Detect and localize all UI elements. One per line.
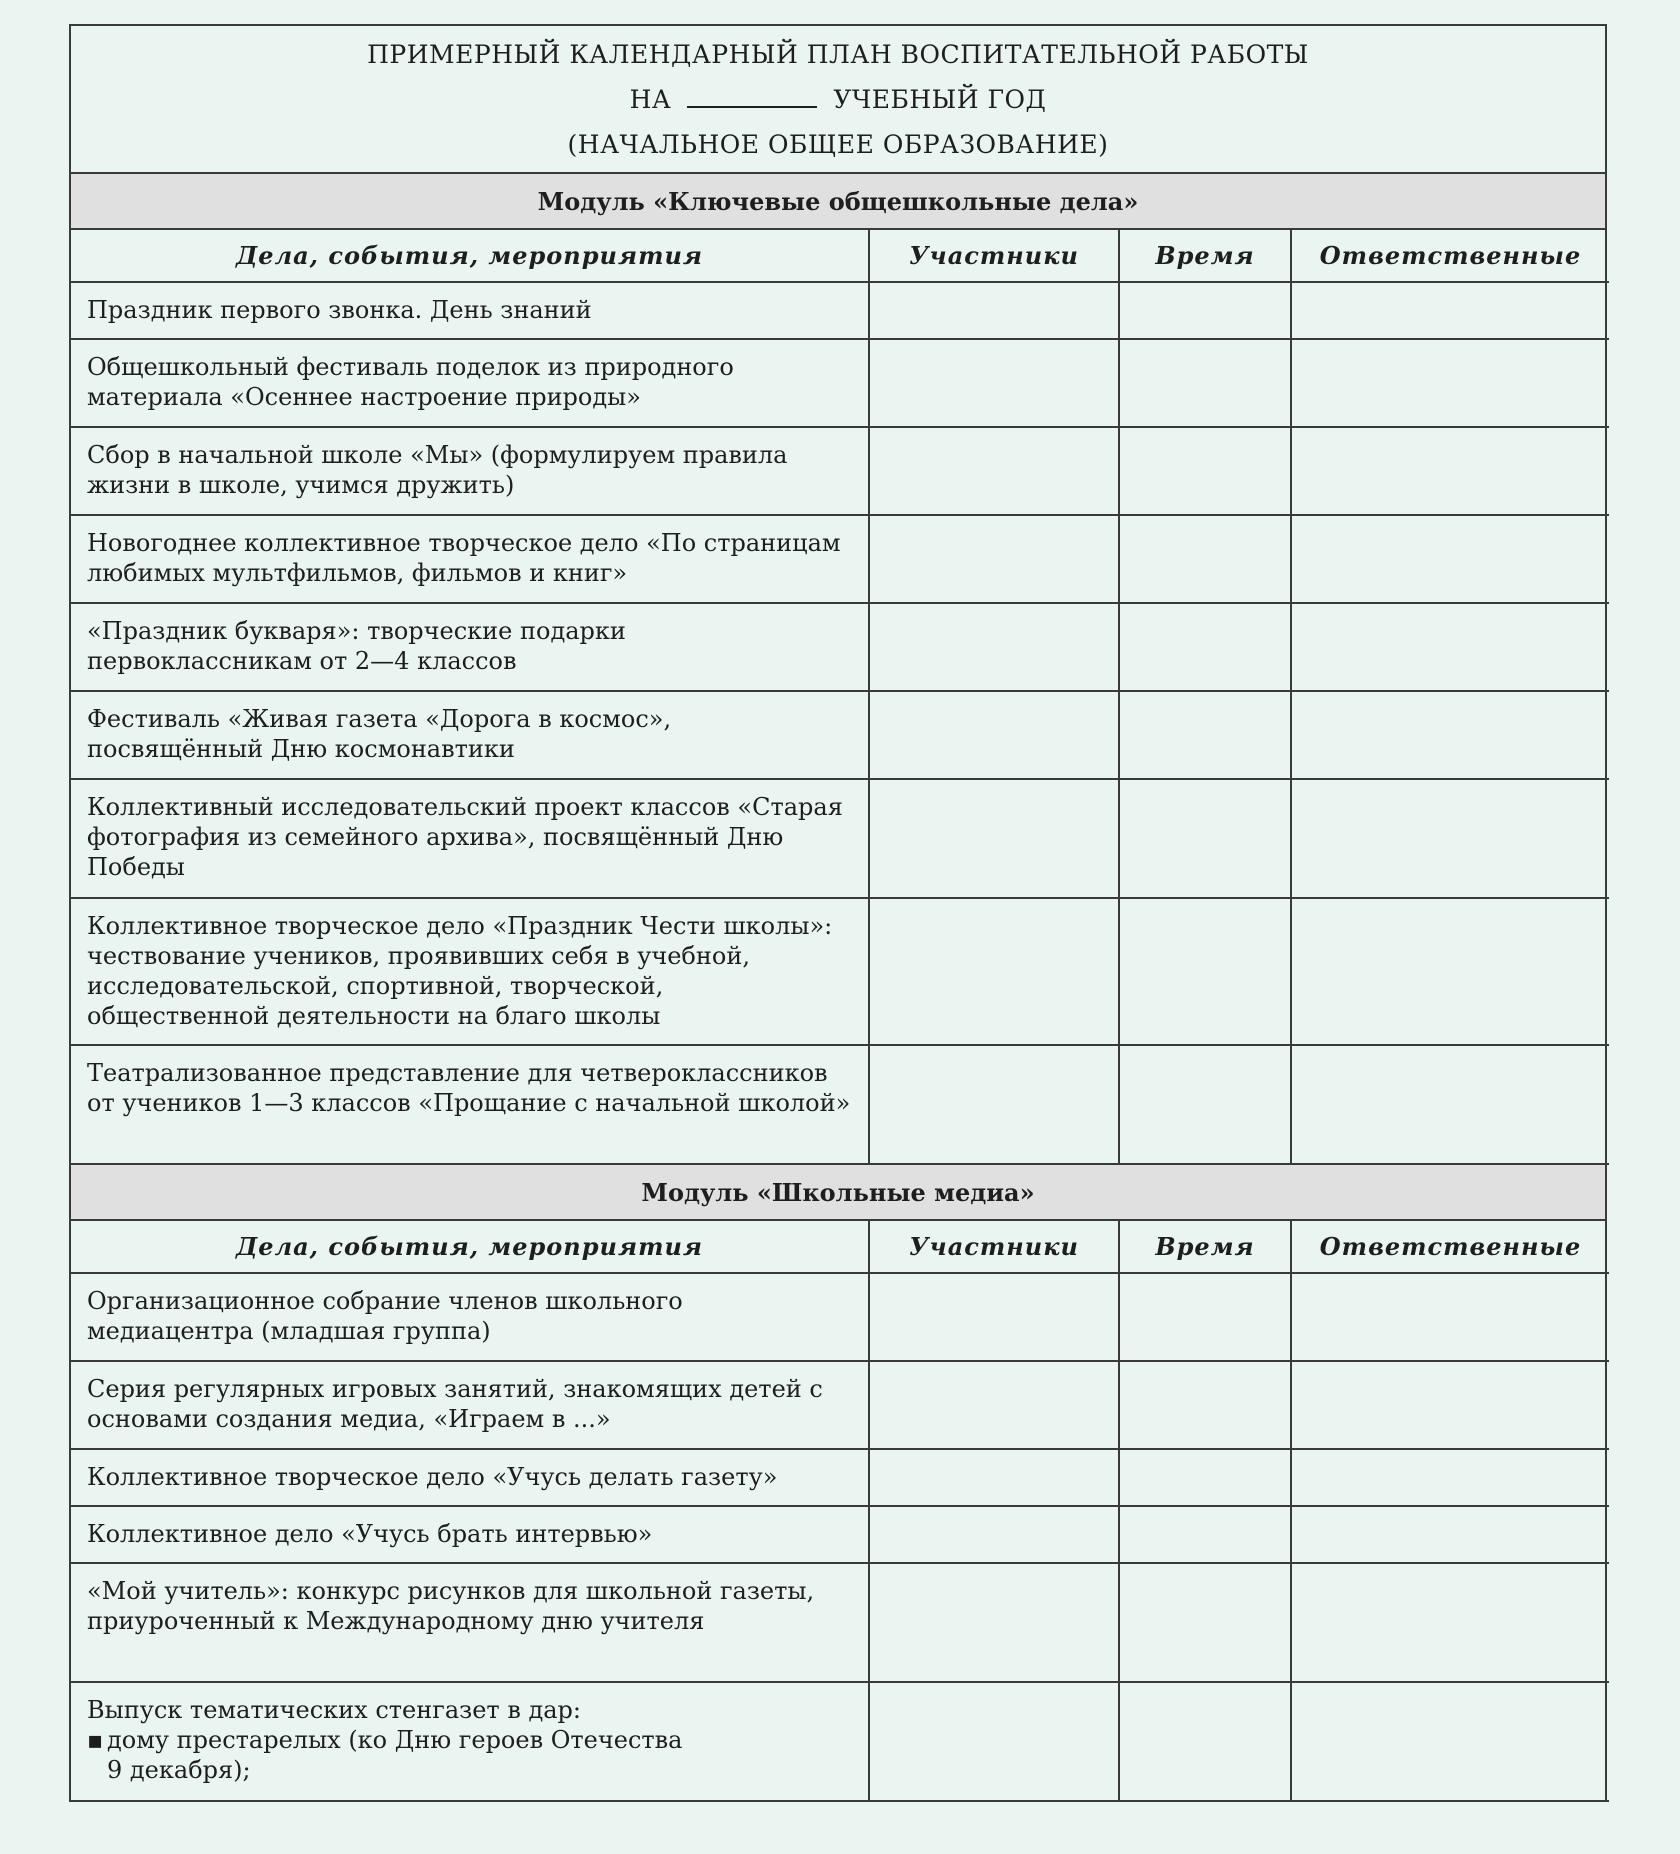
time-cell[interactable] bbox=[1119, 1361, 1291, 1449]
responsible-cell[interactable] bbox=[1291, 691, 1609, 779]
column-header-participants: Участники bbox=[869, 1221, 1119, 1273]
title-line-2 bbox=[71, 77, 1605, 122]
bullet-item bbox=[87, 1725, 852, 1755]
title-line-3: (НАЧАЛЬНОЕ ОБЩЕЕ ОБРАЗОВАНИЕ) bbox=[567, 129, 1109, 159]
table-row bbox=[71, 339, 1609, 427]
responsible-cell[interactable] bbox=[1291, 603, 1609, 691]
participants-cell[interactable] bbox=[869, 1361, 1119, 1449]
participants-cell[interactable] bbox=[869, 1563, 1119, 1682]
participants-cell[interactable] bbox=[869, 515, 1119, 603]
table-row bbox=[71, 1045, 1609, 1164]
table-row bbox=[71, 779, 1609, 898]
table-row bbox=[71, 1273, 1609, 1361]
responsible-cell[interactable] bbox=[1291, 1506, 1609, 1563]
participants-cell[interactable] bbox=[869, 427, 1119, 515]
year-blank-line bbox=[687, 84, 817, 108]
table-row bbox=[71, 1361, 1609, 1449]
time-cell[interactable] bbox=[1119, 515, 1291, 603]
activity-cell: Коллективный исследовательский проект классов «Старая фотография из семейного архива», посвящённый Дню Победы bbox=[71, 779, 869, 898]
time-cell[interactable] bbox=[1119, 1449, 1291, 1506]
participants-cell[interactable] bbox=[869, 1045, 1119, 1164]
table-row bbox=[71, 898, 1609, 1045]
time-cell[interactable] bbox=[1119, 898, 1291, 1045]
participants-cell[interactable] bbox=[869, 1506, 1119, 1563]
participants-cell[interactable] bbox=[869, 603, 1119, 691]
participants-cell[interactable] bbox=[869, 691, 1119, 779]
activity-cell bbox=[71, 1682, 869, 1801]
responsible-cell[interactable] bbox=[1291, 779, 1609, 898]
table-row bbox=[71, 1682, 1609, 1801]
activity-cell: Новогоднее коллективное творческое дело «По страницам любимых мультфильмов, фильмов и книг» bbox=[71, 515, 869, 603]
responsible-cell[interactable] bbox=[1291, 427, 1609, 515]
activity-cell: Серия регулярных игровых занятий, знакомящих детей с основами создания медиа, «Играем в ...» bbox=[71, 1361, 869, 1449]
calendar-plan-sheet bbox=[69, 24, 1607, 1802]
time-cell[interactable] bbox=[1119, 603, 1291, 691]
table-row bbox=[71, 691, 1609, 779]
responsible-cell[interactable] bbox=[1291, 1563, 1609, 1682]
table-row bbox=[71, 1506, 1609, 1563]
participants-cell[interactable] bbox=[869, 1449, 1119, 1506]
time-cell[interactable] bbox=[1119, 1045, 1291, 1164]
responsible-cell[interactable] bbox=[1291, 515, 1609, 603]
participants-cell[interactable] bbox=[869, 282, 1119, 339]
activity-cell: «Мой учитель»: конкурс рисунков для школьной газеты, приуроченный к Международному дню учителя bbox=[71, 1563, 869, 1682]
participants-cell[interactable] bbox=[869, 779, 1119, 898]
participants-cell[interactable] bbox=[869, 339, 1119, 427]
participants-cell[interactable] bbox=[869, 1682, 1119, 1801]
activity-cell: Праздник первого звонка. День знаний bbox=[71, 282, 869, 339]
responsible-cell[interactable] bbox=[1291, 1361, 1609, 1449]
responsible-cell[interactable] bbox=[1291, 282, 1609, 339]
table-row bbox=[71, 603, 1609, 691]
bullet-item-text: дому престарелых (ко Дню героев Отечества bbox=[107, 1726, 683, 1754]
time-cell[interactable] bbox=[1119, 1506, 1291, 1563]
responsible-cell[interactable] bbox=[1291, 1449, 1609, 1506]
activity-cell: Фестиваль «Живая газета «Дорога в космос», посвящённый Дню космонавтики bbox=[71, 691, 869, 779]
participants-cell[interactable] bbox=[869, 1273, 1119, 1361]
table-header-row bbox=[71, 230, 1609, 282]
activity-cell: Коллективное дело «Учусь брать интервью» bbox=[71, 1506, 869, 1563]
activity-cell: Сбор в начальной школе «Мы» (формулируем правила жизни в школе, учимся дружить) bbox=[71, 427, 869, 515]
time-cell[interactable] bbox=[1119, 1682, 1291, 1801]
column-header-responsible: Ответственные bbox=[1291, 230, 1609, 282]
stengazeta-intro: Выпуск тематических стенгазет в дар: bbox=[87, 1696, 582, 1724]
time-cell[interactable] bbox=[1119, 779, 1291, 898]
column-header-participants: Участники bbox=[869, 230, 1119, 282]
time-cell[interactable] bbox=[1119, 282, 1291, 339]
table-header-row bbox=[71, 1221, 1609, 1273]
table-row bbox=[71, 427, 1609, 515]
responsible-cell[interactable] bbox=[1291, 1682, 1609, 1801]
table-row bbox=[71, 282, 1609, 339]
time-cell[interactable] bbox=[1119, 427, 1291, 515]
document-title-block bbox=[71, 26, 1605, 174]
time-cell[interactable] bbox=[1119, 691, 1291, 779]
table-row bbox=[71, 515, 1609, 603]
module-1-title: Модуль «Ключевые общешкольные дела» bbox=[71, 174, 1605, 230]
time-cell[interactable] bbox=[1119, 1273, 1291, 1361]
title-line-2-prefix: НА bbox=[629, 84, 672, 114]
column-header-time: Время bbox=[1119, 230, 1291, 282]
activity-cell: Организационное собрание членов школьного медиацентра (младшая группа) bbox=[71, 1273, 869, 1361]
time-cell[interactable] bbox=[1119, 1563, 1291, 1682]
bullet-item-continuation: 9 декабря); bbox=[107, 1756, 251, 1784]
responsible-cell[interactable] bbox=[1291, 339, 1609, 427]
module-2-title: Модуль «Школьные медиа» bbox=[71, 1165, 1605, 1221]
module-2-table bbox=[71, 1221, 1609, 1802]
responsible-cell[interactable] bbox=[1291, 898, 1609, 1045]
activity-cell: Общешкольный фестиваль поделок из природного материала «Осеннее настроение природы» bbox=[71, 339, 869, 427]
activity-cell: Коллективное творческое дело «Учусь делать газету» bbox=[71, 1449, 869, 1506]
responsible-cell[interactable] bbox=[1291, 1273, 1609, 1361]
column-header-time: Время bbox=[1119, 1221, 1291, 1273]
table-row bbox=[71, 1449, 1609, 1506]
column-header-responsible: Ответственные bbox=[1291, 1221, 1609, 1273]
participants-cell[interactable] bbox=[869, 898, 1119, 1045]
module-1-table bbox=[71, 230, 1609, 1165]
title-line-1: ПРИМЕРНЫЙ КАЛЕНДАРНЫЙ ПЛАН ВОСПИТАТЕЛЬНОЙ РАБОТЫ bbox=[367, 39, 1309, 69]
responsible-cell[interactable] bbox=[1291, 1045, 1609, 1164]
time-cell[interactable] bbox=[1119, 339, 1291, 427]
activity-cell: «Праздник букваря»: творческие подарки первоклассникам от 2—4 классов bbox=[71, 603, 869, 691]
activity-cell: Коллективное творческое дело «Праздник Чести школы»: чествование учеников, проявивших себя в учебной, исследовательской, спортивной, творческой, общественной деятельности на благо школы bbox=[71, 898, 869, 1045]
title-line-2-suffix: УЧЕБНЫЙ ГОД bbox=[833, 84, 1047, 114]
column-header-activities: Дела, события, мероприятия bbox=[71, 1221, 869, 1273]
column-header-activities: Дела, события, мероприятия bbox=[71, 230, 869, 282]
activity-cell: Театрализованное представление для четвероклассников от учеников 1—3 классов «Прощание с начальной школой» bbox=[71, 1045, 869, 1164]
table-row bbox=[71, 1563, 1609, 1682]
